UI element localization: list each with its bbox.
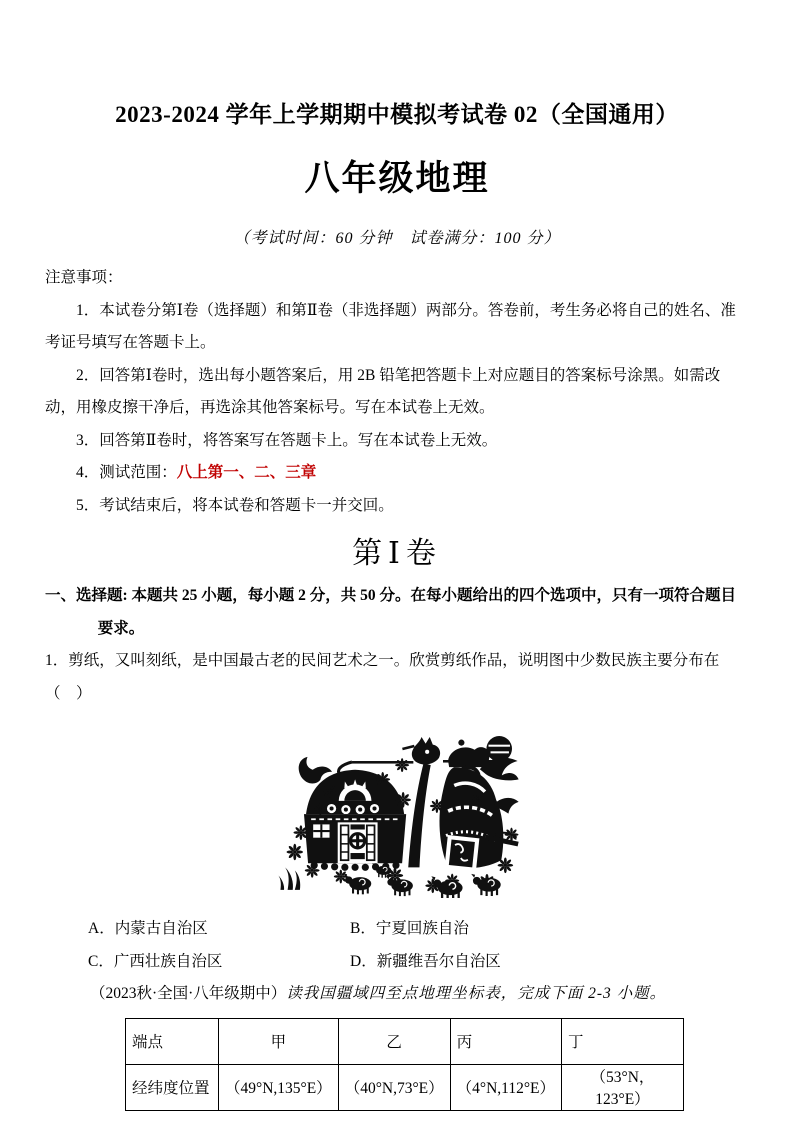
table-cell-bing: （4°N,112°E） xyxy=(450,1064,561,1110)
choice-section-instruction: 一、选择题: 本题共 25 小题，每小题 2 分，共 50 分。在每小题给出的四个选项中，只有一项符合题目要求。 xyxy=(45,587,737,637)
notice-item-1: 1．本试卷分第Ⅰ卷（选择题）和第Ⅱ卷（非选择题）两部分。答卷前，考生务必将自己的姓名、准考证号填写在答题卡上。 xyxy=(45,301,736,351)
notice-item-4-prefix: 4．测试范围： xyxy=(76,464,177,481)
subject-title: 八年级地理 xyxy=(304,159,490,198)
table-header-endpoint: 端点 xyxy=(126,1018,219,1064)
table-cell-yi: （40°N,73°E） xyxy=(338,1064,450,1110)
table-header-row xyxy=(126,1018,684,1064)
question-2-3-intro xyxy=(45,978,749,1011)
question-source: （2023秋·全国·八年级期中） xyxy=(89,985,287,1002)
table-cell-label: 经纬度位置 xyxy=(126,1064,219,1110)
papercut-image xyxy=(274,714,520,898)
table-header-bing: 丙 xyxy=(450,1018,561,1064)
notice-item-2: 2．回答第Ⅰ卷时，选出每小题答案后，用 2B 铅笔把答题卡上对应题目的答案标号涂黑。如需改动，用橡皮擦干净后，再选涂其他答案标号。写在本试卷上无效。 xyxy=(45,366,721,416)
table-header-ding: 丁 xyxy=(561,1018,683,1064)
coordinates-table xyxy=(125,1018,684,1111)
question-1-text: 1．剪纸，又叫刻纸，是中国最古老的民间艺术之一。欣赏剪纸作品，说明图中少数民族主要分布在（ ） xyxy=(45,652,720,702)
exam-info: （考试时间：60 分钟 试卷满分：100 分） xyxy=(233,230,561,247)
notice-section xyxy=(45,262,749,522)
doc-title: 2023-2024 学年上学期期中模拟考试卷 02（全国通用） xyxy=(115,102,679,127)
question-intro-text: 读我国疆域四至点地理坐标表，完成下面 2-3 小题。 xyxy=(286,985,667,1002)
table-cell-ding: （53°N，123°E） xyxy=(561,1064,683,1110)
notice-item-4 xyxy=(45,457,749,490)
page-content xyxy=(0,96,794,1111)
table-header-yi: 乙 xyxy=(338,1018,450,1064)
notice-item-5: 5．考试结束后，将本试卷和答题卡一并交回。 xyxy=(76,496,394,514)
test-range-highlight: 八上第一、二、三章 xyxy=(176,464,317,481)
section1-heading: 第Ⅰ卷 xyxy=(352,537,442,570)
option-c: C．广西壮族自治区 xyxy=(88,952,223,970)
table-header-jia: 甲 xyxy=(219,1018,339,1064)
notice-heading: 注意事项： xyxy=(45,269,123,286)
option-d: D．新疆维吾尔自治区 xyxy=(350,952,501,970)
table-cell-jia: （49°N,135°E） xyxy=(219,1064,339,1110)
question-1-figure xyxy=(45,714,749,903)
notice-item-3: 3．回答第Ⅱ卷时，将答案写在答题卡上。写在本试卷上无效。 xyxy=(76,431,498,449)
table-row xyxy=(126,1064,684,1110)
question-1-options xyxy=(45,913,749,978)
option-b: B．宁夏回族自治 xyxy=(350,920,469,937)
option-a: A．内蒙古自治区 xyxy=(88,920,208,937)
